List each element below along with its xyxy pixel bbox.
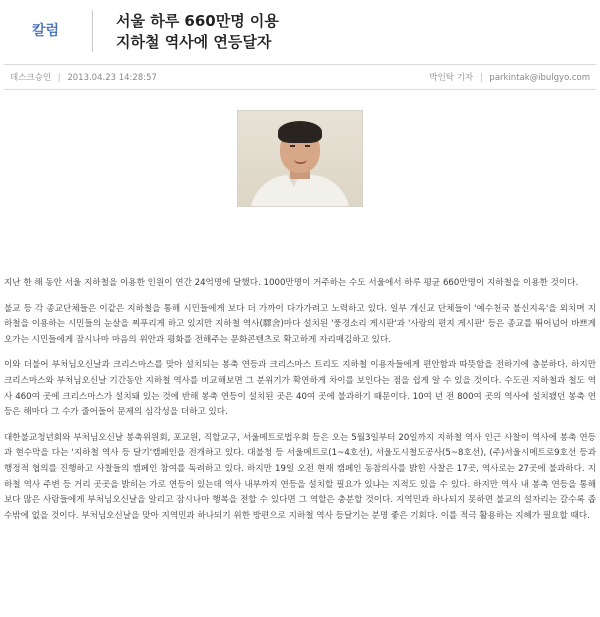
body-paragraph-3: 이와 더불어 부처님오신날과 크리스마스를 맞아 설치되는 봉축 연등과 크리스마스 트리도 지하철 이용자들에게 편안함과 따뜻함을 전하기에 충분하다. 하지만 크리스마스와 부처님오신날 기간동안 지하철 역사를 비교해보면 그 분위기가 확연하게 차이를 보인다는 점을 쉽게 알 수 있을 것이다. 수도권 지하철과 철도 역사 460여 곳에 크리스마스가 설치돼 있는 것에 반해 봉축 연등이 설치된 곳은 40여 곳에 불과하기 때문이다. 10여 년 전 800여 곳의 역사에 설치됐던 봉축 연등은 해마다 그 수가 줄어들어 문제의 심각성을 더하고 있다. [4, 360, 596, 418]
photo-shirt [250, 175, 350, 207]
publish-info [10, 71, 157, 83]
article-meta-bar [4, 64, 596, 90]
body-paragraph-4: 대한불교청년회와 부처님오신날 봉축위원회, 포교원, 직할교구, 서울메트로법우회 등은 오는 5월3일부터 20일까지 지하철 역사 인근 사찰이 역사에 봉축 연등과 현수막을 다는 '지하철 역사 등 달기'캠페인을 전개하고 있다. 대불청 등 서울메트로(1~4호선), 서울도시철도공사(5~8호선), (주)서울시메트로9호선 등과 행정적 협의를 진행하고 사찰들의 캠페인 참여를 독려하고 있다. 하지만 19일 오전 현재 캠페인 동참의사를 밝힌 사찰은 17곳, 역사로는 27곳에 불과하다. 지하철 역사 주변 등 거리 곳곳을 밝히는 가로 연등이 있는데 역사 내부까지 연등을 설치할 필요가 있냐는 지적도 있을 수 있다. 하지만 역사 내 봉축 연등을 통해 보다 많은 사람들에게 부처님오신날을 알리고 잠시나마 행복을 전할 수 있다면 그 역할은 충분할 것이다. 지역민과 하나되지 못하면 불교의 설자리는 갈수록 좁 수밖에 없을 것이다. 부처님오신날을 맞아 지역민과 하나되기 위한 방편으로 지하철 역사 등달기는 분명 좋은 기회다. 이를 적극 활용하는 지혜가 필요할 때다. [4, 432, 596, 521]
approval-status: 데스크승인 [10, 73, 52, 83]
photo-eye [305, 145, 310, 147]
article-body [4, 276, 596, 534]
meta-separator: | [57, 73, 61, 83]
header-divider [92, 10, 93, 52]
reporter-name: 박인탁 기자 [429, 73, 474, 83]
body-paragraph-2: 불교 등 각 종교단체들은 이같은 지하철을 통해 시민들에게 보다 더 가까이 다가가려고 노력하고 있다. 일부 개신교 단체들이 '예수천국 불신지옥'을 외치며 지하철을 이용하는 시민들의 눈살을 찌푸리게 하고 있지만 지하철 역사(驛舍)마다 설치된 '풍경소리 게시판'과 '사랑의 편지 게시판' 등은 종교를 뛰어넘어 바쁘게 오가는 시민들에게 잠시나마 마음의 위안과 평화를 전해주는 문화콘텐츠로 확고하게 자리매김하고 있다. [4, 303, 596, 345]
article-title [116, 11, 279, 53]
column-category-label[interactable]: 칼럼 [32, 23, 60, 39]
portrait-photo [237, 110, 363, 207]
article-header [0, 0, 600, 60]
publish-datetime: 2013.04.23 14:28:57 [67, 73, 157, 83]
article-title-line-2: 지하철 역사에 연등달자 [116, 33, 272, 51]
photo-eye [290, 145, 295, 147]
author-info [429, 71, 590, 83]
reporter-email-link[interactable]: parkintak@ibulgyo.com [489, 73, 590, 83]
meta-separator: | [479, 73, 483, 83]
photo-hair [278, 121, 322, 143]
body-paragraph-1: 지난 한 해 동안 서울 지하철을 이용한 인원이 연간 24억명에 달했다. 1000만명이 거주하는 수도 서울에서 하루 평균 660만명이 지하철을 이용한 것이다. [4, 278, 579, 288]
article-title-line-1: 서울 하루 660만명 이용 [116, 12, 279, 30]
